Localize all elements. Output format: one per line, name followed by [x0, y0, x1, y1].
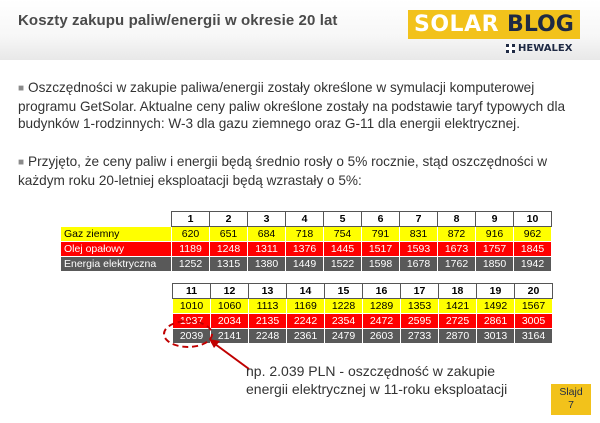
- cost-cell: 1189: [172, 242, 210, 257]
- slide-number-badge: [551, 384, 591, 415]
- year-header: 16: [363, 284, 401, 299]
- cost-cell: 2861: [477, 314, 515, 329]
- annotation-line-2: energii elektrycznej w 11-roku eksploatacji: [246, 381, 508, 397]
- cost-cell: 2603: [363, 329, 401, 344]
- year-header: 15: [325, 284, 363, 299]
- year-header: 4: [286, 212, 324, 227]
- cost-cell: 1678: [400, 257, 438, 272]
- cost-cell: 2135: [249, 314, 287, 329]
- cost-cell-highlighted: 2039: [173, 329, 211, 344]
- cost-cell: 2725: [439, 314, 477, 329]
- cost-cell: 1169: [287, 299, 325, 314]
- cost-cell: 916: [476, 227, 514, 242]
- year-header: 8: [438, 212, 476, 227]
- cost-cell: 1376: [286, 242, 324, 257]
- cost-cell: 1421: [439, 299, 477, 314]
- row-label: Olej opałowy: [61, 242, 172, 257]
- paragraph-simulation: [18, 79, 573, 133]
- cost-cell: 1380: [248, 257, 286, 272]
- hewalex-brand: [506, 43, 572, 54]
- cost-cell: 1567: [515, 299, 553, 314]
- cost-cell: 2361: [287, 329, 325, 344]
- cost-cell: 718: [286, 227, 324, 242]
- cost-cell: 1228: [325, 299, 363, 314]
- cost-cell: 1492: [477, 299, 515, 314]
- brand-name: HEWALEX: [518, 43, 573, 54]
- cost-cell: 3005: [515, 314, 553, 329]
- cost-cell: 1445: [324, 242, 362, 257]
- bullet-icon: ■: [18, 157, 25, 168]
- cost-cell: 2733: [401, 329, 439, 344]
- cost-cell: 1593: [400, 242, 438, 257]
- year-header: 6: [362, 212, 400, 227]
- cost-cell: 2595: [401, 314, 439, 329]
- cost-cell: 791: [362, 227, 400, 242]
- cost-cell: 3164: [515, 329, 553, 344]
- cost-cell: 2034: [211, 314, 249, 329]
- cost-cell: 1673: [438, 242, 476, 257]
- cost-cell: 2870: [439, 329, 477, 344]
- table-header-row: [61, 212, 552, 227]
- slide-label: Slajd: [559, 386, 583, 398]
- year-header: 11: [173, 284, 211, 299]
- cost-cell: 1252: [172, 257, 210, 272]
- cost-cell: 1937: [173, 314, 211, 329]
- cost-cell: 1449: [286, 257, 324, 272]
- year-header: 12: [211, 284, 249, 299]
- solarblog-logo: [408, 10, 583, 39]
- cost-cell: 1353: [401, 299, 439, 314]
- year-header: 17: [401, 284, 439, 299]
- cost-cell: 2354: [325, 314, 363, 329]
- paragraph-price-growth: [18, 153, 573, 189]
- table-header-row: [173, 284, 553, 299]
- slide-header: [0, 0, 600, 60]
- costs-table-years-1-10: [60, 211, 552, 272]
- logo-solar-text: SOLAR: [408, 10, 505, 39]
- slide-number: 7: [568, 399, 574, 411]
- year-header: 5: [324, 212, 362, 227]
- cost-cell: 1311: [248, 242, 286, 257]
- cost-cell: 2141: [211, 329, 249, 344]
- annotation-line-1: np. 2.039 PLN - oszczędność w zakupie: [246, 363, 496, 379]
- cost-cell: 831: [400, 227, 438, 242]
- year-header: 14: [287, 284, 325, 299]
- year-header: 18: [439, 284, 477, 299]
- table-row-electric: [61, 257, 552, 272]
- cost-cell: 651: [210, 227, 248, 242]
- cost-cell: 1517: [362, 242, 400, 257]
- table-row-gas: [61, 227, 552, 242]
- cost-cell: 1850: [476, 257, 514, 272]
- year-header: 3: [248, 212, 286, 227]
- cost-cell: 2472: [363, 314, 401, 329]
- cost-cell: 1060: [211, 299, 249, 314]
- cost-cell: 754: [324, 227, 362, 242]
- year-header: 1: [172, 212, 210, 227]
- year-header: 20: [515, 284, 553, 299]
- cost-cell: 1248: [210, 242, 248, 257]
- table-row-gas: [173, 299, 553, 314]
- cost-cell: 3013: [477, 329, 515, 344]
- paragraph-text: Oszczędności w zakupie paliwa/energii zostały określone w symulacji komputerowej programu GetSolar. Aktualne ceny paliw określone zostały na podstawie taryf typowych dla budynków 1-rodzinnych: W-3 dla gazu ziemnego oraz G-11 dla energii elektrycznej.: [18, 80, 566, 131]
- cost-cell: 684: [248, 227, 286, 242]
- annotation-note: [246, 362, 507, 398]
- cost-cell: 962: [514, 227, 552, 242]
- cost-cell: 872: [438, 227, 476, 242]
- cost-cell: 620: [172, 227, 210, 242]
- cost-cell: 1289: [363, 299, 401, 314]
- year-header: 10: [514, 212, 552, 227]
- paragraph-text: Przyjęto, że ceny paliw i energii będą średnio rosły o 5% rocznie, stąd oszczędności w każdym roku 20-letniej eksploatacji będą wzrastały o 5%:: [18, 154, 548, 188]
- cost-cell: 1757: [476, 242, 514, 257]
- slide-title: Koszty zakupu paliw/energii w okresie 20 lat: [18, 12, 338, 29]
- year-header: 2: [210, 212, 248, 227]
- cost-cell: 1845: [514, 242, 552, 257]
- table-row-oil: [61, 242, 552, 257]
- hewalex-cross-icon: [506, 44, 515, 53]
- row-label: Gaz ziemny: [61, 227, 172, 242]
- cost-cell: 1113: [249, 299, 287, 314]
- bullet-icon: ■: [18, 83, 25, 94]
- cost-cell: 1010: [173, 299, 211, 314]
- cost-cell: 1762: [438, 257, 476, 272]
- cost-cell: 1522: [324, 257, 362, 272]
- row-label: Energia elektryczna: [61, 257, 172, 272]
- cost-cell: 2242: [287, 314, 325, 329]
- year-header: 9: [476, 212, 514, 227]
- cost-cell: 2248: [249, 329, 287, 344]
- cost-cell: 1942: [514, 257, 552, 272]
- cost-cell: 2479: [325, 329, 363, 344]
- year-header: 13: [249, 284, 287, 299]
- year-header: 7: [400, 212, 438, 227]
- year-header: 19: [477, 284, 515, 299]
- logo-blog-text: BLOG: [505, 10, 580, 39]
- table-row-oil: [173, 314, 553, 329]
- cost-cell: 1315: [210, 257, 248, 272]
- cost-cell: 1598: [362, 257, 400, 272]
